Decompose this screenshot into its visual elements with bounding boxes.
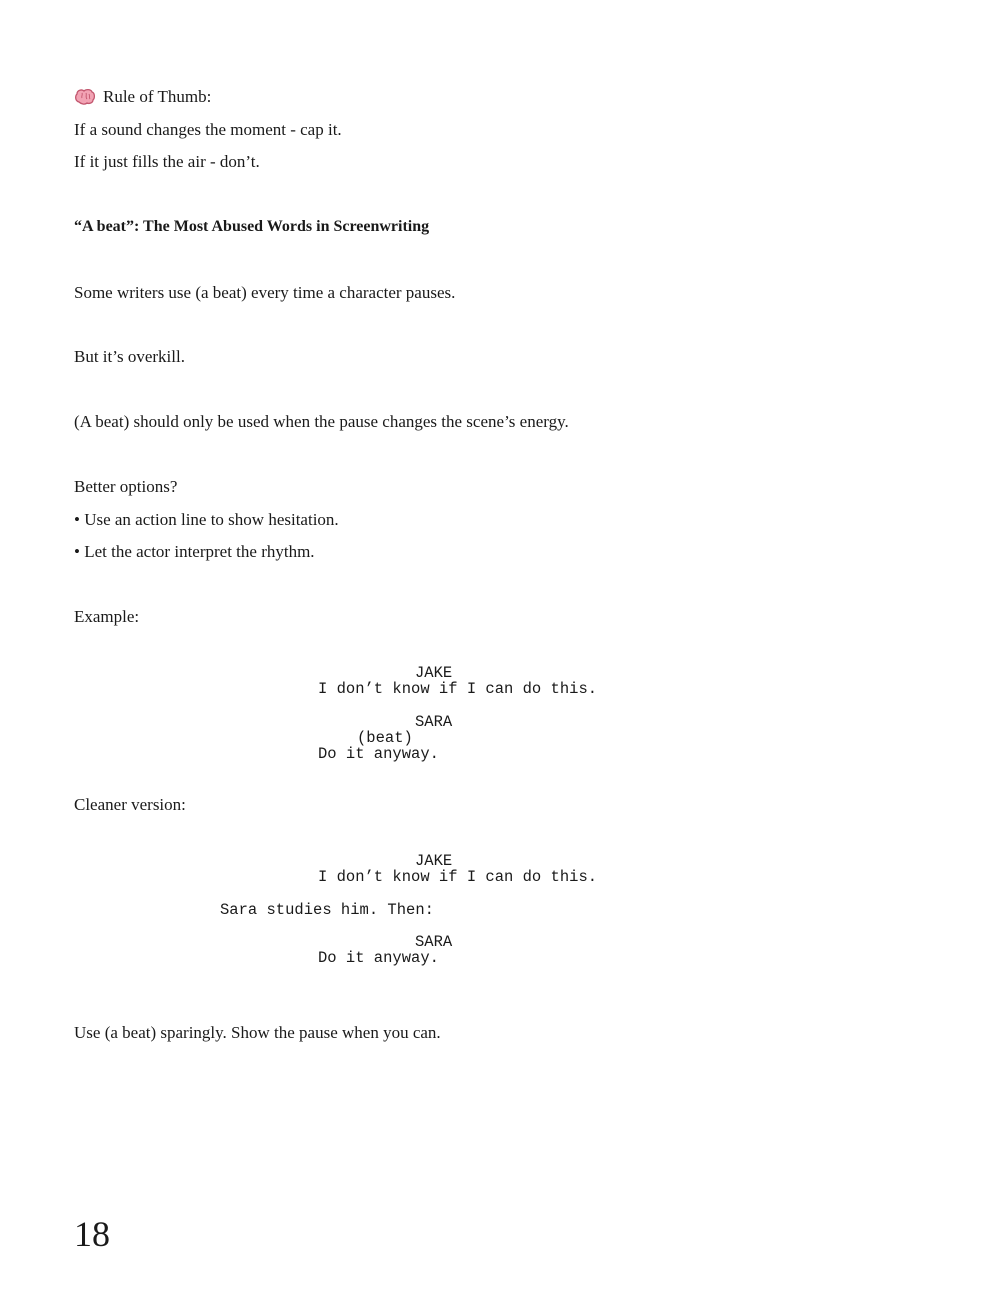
rule-line-2: If it just fills the air - don’t. (74, 152, 260, 171)
example-character-jake: JAKE (415, 664, 453, 682)
brain-icon (74, 88, 96, 106)
cleaner-dialogue-jake: I don’t know if I can do this. (318, 868, 598, 886)
cleaner-dialogue-sara: Do it anyway. (318, 949, 439, 967)
page-number: 18 (74, 1214, 110, 1254)
section-heading: “A beat”: The Most Abused Words in Screenwriting (74, 218, 430, 235)
example-dialogue-jake: I don’t know if I can do this. (318, 680, 598, 698)
closing-paragraph: Use (a beat) sparingly. Show the pause when you can. (74, 1023, 441, 1042)
paragraph-4: Better options? (74, 477, 178, 496)
example-character-sara: SARA (415, 713, 453, 731)
example-dialogue-sara: Do it anyway. (318, 745, 439, 763)
bullet-item-2: • Let the actor interpret the rhythm. (74, 542, 315, 561)
bullet-item-1: • Use an action line to show hesitation. (74, 510, 339, 529)
rule-of-thumb-title: Rule of Thumb: (103, 87, 212, 106)
example-parenthetical: (beat) (357, 729, 413, 747)
paragraph-1: Some writers use (a beat) every time a character pauses. (74, 283, 456, 302)
cleaner-character-sara: SARA (415, 933, 453, 951)
rule-line-1: If a sound changes the moment - cap it. (74, 120, 342, 139)
paragraph-2: But it’s overkill. (74, 347, 185, 366)
rule-of-thumb-line (74, 87, 211, 107)
cleaner-action-line: Sara studies him. Then: (220, 901, 434, 919)
cleaner-label: Cleaner version: (74, 795, 186, 814)
cleaner-character-jake: JAKE (415, 852, 453, 870)
paragraph-3: (A beat) should only be used when the pause changes the scene’s energy. (74, 412, 569, 431)
example-label: Example: (74, 607, 140, 626)
